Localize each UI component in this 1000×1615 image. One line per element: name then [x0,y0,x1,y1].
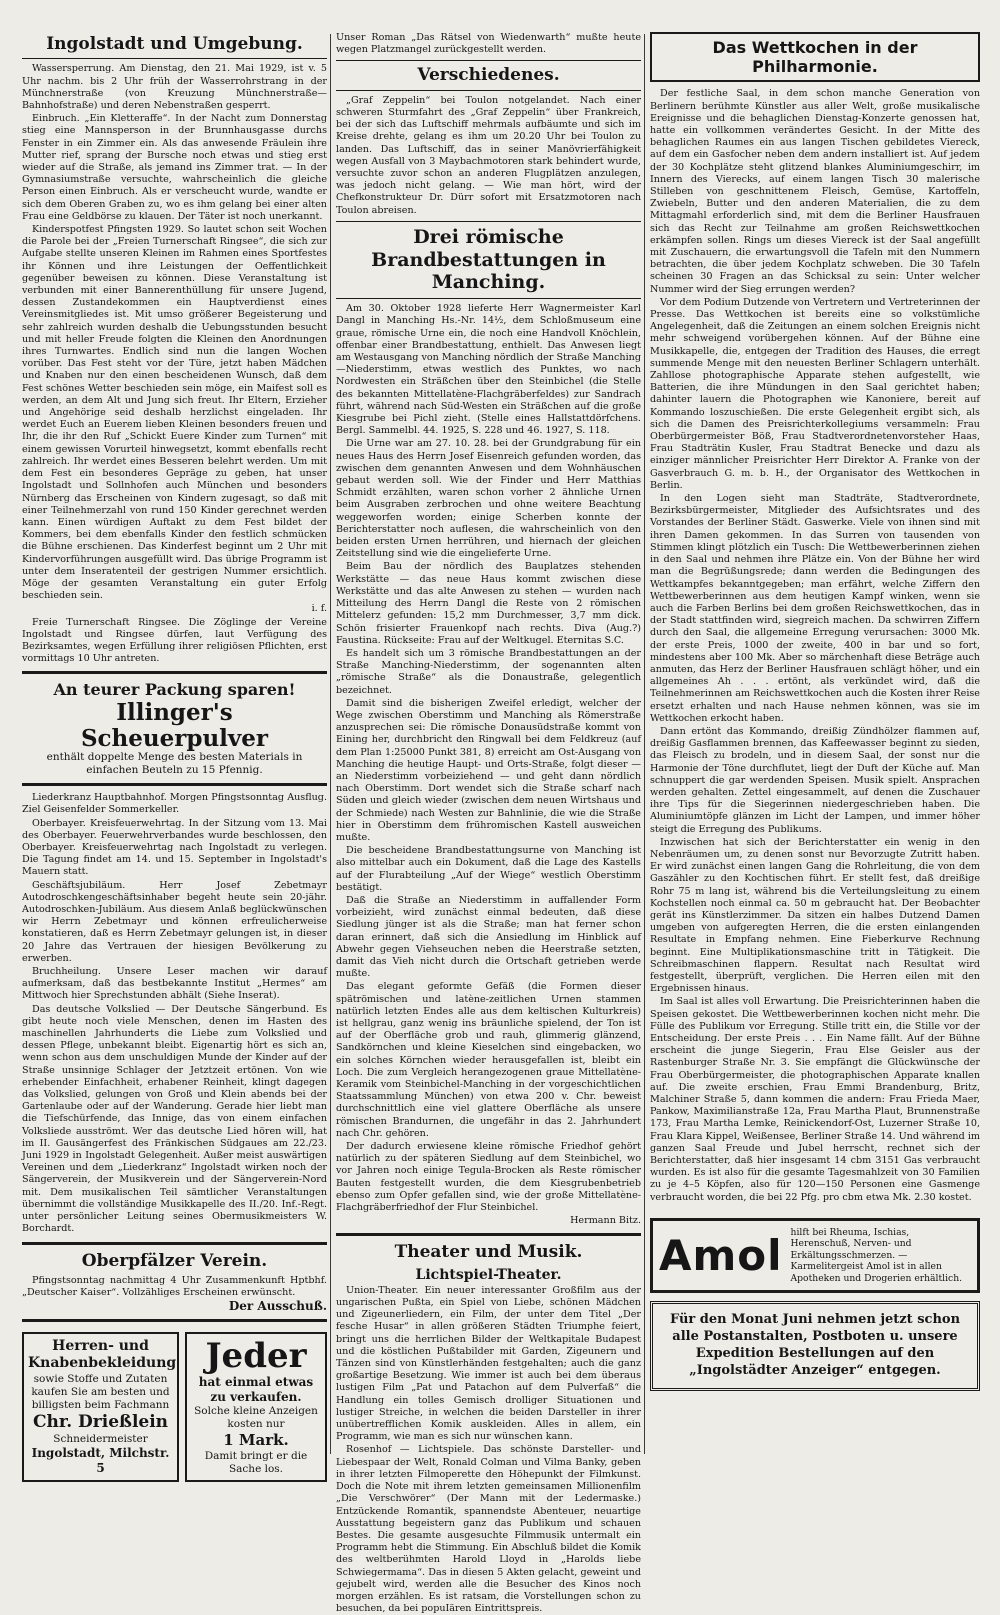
advertisement-driesslein [22,1332,179,1483]
advertisement-jeder [185,1332,327,1483]
article-paragraph: Dann ertönt das Kommando, dreißig Zündhölzer flammen auf, dreißig Gasflammen brennen, das Kaffeewasser beginnt zu sieden, das Fleisch zu brodeln, und in diesem Saal, der sonst nur die Harmonie der Töne durchflutet, liegt der Duft der Küche auf. Man schnuppert die gar werdenden Speisen. Musik spielt. Ansprachen werden gehalten. Zettel eingesammelt, auf denen die Zuschauer ihre Tips für die Siegerinnen niedergeschrieben haben. Die Aluminiumtöpfe glänzen im Licht der Lampen, und immer höher steigt die Erregung des Publikums. [650,725,980,835]
divider [336,60,641,61]
article-paragraph: Beim Bau der nördlich des Bauplatzes stehenden Werkstätte — das neue Haus kommt zwischen diese Werkstätte und das alte Anwesen zu stehen — wurden nach Mitteilung des Herrn Dangl die Reste von 2 römischen Mittelerz gefunden: 15,2 mm Durchmesser, 3,7 mm dick. Schön frisierter Frauenkopf nach rechts. Diva (Aug.?) Faustina. Rückseite: Frau auf der Weltkugel. Eternitas S.C. [336,561,641,646]
ad-title: Oberpfälzer Verein. [81,1250,268,1271]
ad-subtitle: Schneidermeister [53,1433,148,1446]
column-2 [336,32,641,1615]
article-headline: Drei römische Brandbestattungen in Manching. [371,225,606,294]
section-heading-verschiedenes: Verschiedenes. [417,65,560,86]
ad-address: Ingolstadt, Milchstr. 5 [31,1446,170,1476]
article-paragraph: Die bescheidene Brandbestattungsurne von Manching ist also mittelbar auch ein Dokument, daß die Lage des Kastells auf der Flurabteilung „Auf der Wiege“ westlich Oberstimm bestätigt. [336,845,641,893]
ad-headline: An teurer Packung sparen! [53,680,296,700]
subscription-notice: Für den Monat Juni nehmen jetzt schon alle Postanstalten, Postboten u. unsere Expedition Bestellungen auf den „Ingolstädter Anzeiger“ entgegen. [650,1301,980,1391]
article-paragraph: Kinderspotfest Pfingsten 1929. So lautet schon seit Wochen die Parole bei der „Freien Turnerschaft Ringsee“, die sich zur Aufgabe stellte unseren Kleinen im Rahmen eines Sportfestes ihr Können und ihre Leistungen der Oeffentlichkeit gegenüber beweisen zu können. Diese Veranstaltung ist verbunden mit einer Bannerenthüllung für unsere Jugend, dessen Zustandekommen ein Hauptverdienst eines Vereinsmitgliedes ist. Mit umso größerer Begeisterung und sehr zahlreich wurden deshalb die Uebungsstunden besucht und mit heller Freude folgten die Kleinen den Anordnungen ihres Turnwartes. Endlich sind nun die langen Wochen vorüber. Das Fest steht vor der Türe, jetzt haben Mädchen und Knaben nur den einen bescheidenen Wunsch, daß dem Fest schönes Wetter beschieden sein möge, ein Maifest soll es werden, an dem Alt und Jung sich freut. Ihr Eltern, Erzieher und Angehörige seid deshalb herzlichst eingeladen. Ihr werdet Euch an Euerem lieben Kleinen besonders freuen und Ihr, die ihr den Ruf „Schickt Euere Kinder zum Turnen“ mit einem gewissen Vorurteil hinwegsetzt, kommt ebenfalls recht zahlreich. Ihr werdet eines Besseren belehrt werden. Um mit dem Fest ein besonderes Gepräge zu geben, hat unser Ingolstadt und Sollnhofen auch München und besonders Nürnberg das Erscheinen von Kindern zugesagt, so daß mit einer Teilnehmerzahl von rund 150 Kinder gerechnet werden kann. Einen würdigen Auftakt zu dem Fest bildet der Kommers, bei dem ebenfalls Kinder den festlich schmücken die Bühne erschienen. Das Kinderfest beginnt um 2 Uhr mit Kindervorführungen ausgefüllt wird. Das übrige Programm ist unter dem Inseratenteil der gestrigen Nummer ersichtlich. Möge der gesamten Veranstaltung ein guter Erfolg beschieden sein. [22,224,327,602]
article-paragraph: Das deutsche Volkslied — Der Deutsche Sängerbund. Es gibt heute noch viele Menschen, denen im Hasten des maschinellen Jahrhunderts die Liebe zum Volkslied und dessen Pflege, unbekannt bleibt. Eigenartig hört es sich an, wenn schon aus dem unschuldigen Munde der Kinder auf der Straße unsinnige Schlager der Jetztzeit ertönen. Von wie erhebender Einfachheit, erhabener Reinheit, klingt dagegen das Volkslied, gelungen von Groß und Klein abends bei der Gartenlaube oder auf der Wanderung. Gerade hier liebt man die Tiefschürfende, das Innige, das von einem einfachen Volksliede ausströmt. Wer das deutsche Lied hören will, hat im II. Gausängerfest des Fränkischen Südgaues am 22./23. Juni 1929 in Ingolstadt Gelegenheit. Außer meist auswärtigen Vereinen und dem „Liederkranz“ Ingolstadt wirken noch der Sängerverein, der Musikverein und der Sängerverein-Nord mit. Dem musikalischen Teil sämtlicher Veranstaltungen übernimmt die vollständige Musikkapelle des II./20. Inf.-Regt. unter persönlicher Leitung seines Obermusikmeisters W. Borchardt. [22,1003,327,1235]
article-paragraph: Damit sind die bisherigen Zweifel erledigt, welcher der Wege zwischen Oberstimm und Manching als Römerstraße anzusprechen sei: Die römische Donausüdstraße kommt von Eining her, durchbricht den Ringwall bei dem Feldkreuz (auf dem Plan 1:25000 Punkt 381, 8) erreicht am Ost-Ausgang von Manching die heutige Haupt- und Orts-Straße, folgt dieser — an Niederstimm vorbeiziehend — und geht dann nördlich nach Oberstimm. Dort wendet sich die Straße scharf nach Süden und gleich wieder (zwischen dem neuen Wirtshaus und der Schmiede) nach Westen zur Bahnlinie, die wie die Straße hier in Oberstimm dem frühromischen Kastell ausweichen mußte. [336,697,641,843]
ad-text: hilft bei Rheuma, Ischias, Herenschuß, Nerven- und Erkältungsschmerzen. — Karmelitergeist Amol ist in allen Apotheken und Drogerien erhältlich. [790,1226,963,1284]
article-paragraph: Die Urne war am 27. 10. 28. bei der Grundgrabung für ein neues Haus des Herrn Josef Eisenreich gefunden worden, das zwischen dem genannten Anwesen und dem Wohnhäuschen gebaut werden soll. Wie der Finder und Herr Matthias Schmidt erzählten, waren schon vorher 2 ähnliche Urnen beim Ausgraben zerbrochen und ohne weitere Beachtung weggeworfen worden; einige Scherben konnte der Berichterstatter noch auflesen, die wahrscheinlich von den beiden ersten Urnen herrühren, und hiernach der gleichen Zeitstellung sind wie die eingelieferte Urne. [336,438,641,560]
column-rule [644,34,645,1454]
ad-row [22,1328,327,1487]
ad-brand-name: Amol [659,1231,783,1281]
article-paragraph: Im Saal ist alles voll Erwartung. Die Preisrichterinnen haben die Speisen gekostet. Die Wettbewerberinnen kochen nicht mehr. Die Fülle des Publikum vor Erregung. Stille tritt ein, die Stille vor der Entscheidung. Der erste Preis . . . Ein Name fällt. Auf der Bühne erscheint die junge Siegerin, Frau Else Geisler aus der Rastenburger Straße Nr. 3. Sie empfängt die Glückwünsche der Frau Oberbürgermeister, die photographischen Apparate knallen auf. Die zweite erschien, Frau Emmi Brandenburg, Britz, Malchiner Straße 5, dann kommen die andern: Frau Frieda Maer, Pankow, Maximilianstraße 12a, Frau Martha Plaut, Brunnenstraße 173, Frau Martha Lemke, Reinickendorf-Ost, Luzerner Straße 10, Frau Klara Kippel, Weißensee, Berliner Straße 14. Und während im ganzen Saal Freude und Jubel herrscht, rechnet sich der Berichterstatter, daß hier insgesamt 14 cbm 3151 Gas verbraucht wurden. Es ist also für die gesamte Tagesmahlzeit von 30 Familien zu je 4–5 Köpfen, also für 120—150 Personen eine Gasmenge verbraucht worden, die bei 22 Pfg. pro cbm etwa Mk. 2.30 kostet. [650,996,980,1203]
column-rule [330,34,331,1454]
ad-product-name: Illinger's Scheuerpulver [80,699,269,752]
divider [22,671,327,674]
divider [336,221,641,222]
divider [336,90,641,91]
column-1 [22,32,327,1476]
ad-text: sowie Stoffe und Zutaten kaufen Sie am besten und billigsten beim Fachmann [31,1372,170,1411]
ad-text: hat einmal etwas zu verkaufen. [198,1374,314,1404]
article-paragraph: Wassersperrung. Am Dienstag, den 21. Mai 1929, ist v. 5 Uhr nachm. bis 2 Uhr früh der Wasserrohrstrang in der Münchnerstraße (von Kreuzung Münchnerstraße—Bahnhofstraße) und deren Nebenstraßen gesperrt. [22,63,327,111]
divider [336,298,641,299]
article-paragraph: Inzwischen hat sich der Berichterstatter ein wenig in den Nebenräumen um, zu denen sonst nur Bevorzugte Zutritt haben. Er wird zunächst einen langen Gang die Rohrleitung, die von dem Gaszähler zu den Kochtischen führt. Er stellt fest, daß dreißige Rohr 75 m lang ist, während bis die Verteilungsleitung zu einem Kochstellen noch einmal ca. 50 m gebraucht hat. Der Beobachter gerät ins Künstlerzimmer. Da sitzen ein halbes Dutzend Damen umgeben von aufgeregten Herren, die die ersten einlangenden Resultate in Empfang nehmen. Eine Fieberkurve Rechnung beginnt. Eine Multiplikationsmaschine tritt in Tätigkeit. Die Schreibmaschinen flappern. Resultat nach Resultat wird festgestellt, überprüft, verglichen. Die Herren eilen mit den Ergebnissen hinaus. [650,836,980,995]
advertisement-oberpfaelzer [22,1251,327,1313]
section-heading-theater: Theater und Musik. [394,1242,583,1263]
article-paragraph: Der festliche Saal, in dem schon manche Generation von Berlinern berühmte Künstler aus aller Welt, große musikalische Ereignisse und die behaglichen Dienstag-Konzerte genossen hat, hatte ein vollkommen verändertes Gesicht. In der Mitte des behaglichen Raumes ein aus langen Tischen gebildetes Viereck, auf dem ein Gasfocher neben dem andern installiert ist. Auf jedem der 30 Kochplätze steht glitzend blankes Aluminiumgeschirr, im Innern des Vierecks, auf einem langen Tisch 30 malerische Stilleben von geschnittenem Fleisch, Gemüse, Kartoffeln, Zwiebeln, Butter und den anderen Materialien, die zu dem Mittagmahl erforderlich sind, mit dem die Berliner Hausfrauen sich das Recht zur Teilnahme am großen Reichswettkochen erkämpfen sollen. Rings um dieses Viereck ist der Saal angefüllt mit Zuschauern, die erwartungsvoll die Tafeln mit den Nummern betrachten, die über jedem Kochplatz schweben. Die 30 Tafeln scheinen 30 Fragen an das Schicksal zu sein: Unter welcher Nummer wird der Sieg errungen werden? [650,88,980,295]
article-paragraph: Daß die Straße an Niederstimm in auffallender Form vorbeizieht, wird zunächst einmal bedeuten, daß diese Siedlung jünger ist als die Straße; man hat ferner schon daran erinnert, daß sich die Ansiedlung im Hinblick auf Abwehr gegen Viehseuchen neben die Heerstraße setzten, damit das Vieh nicht durch die Ortschaft getrieben werde mußte. [336,894,641,980]
article-paragraph: Es handelt sich um 3 römische Brandbestattungen an der Straße Manching-Niederstimm, der sogenannten alten „römische Straße“ als die Donaustraße, gelegentlich bezeichnet. [336,647,641,696]
article-paragraph: Der dadurch erwiesene kleine römische Friedhof gehört natürlich zu der späteren Siedlung auf dem Steinbichel, wo vor Jahren noch einige Tegula-Brocken als Reste römischer Bauten festgestellt wurden, die dem Kiesgrubenbetrieb ebenso zum Opfer gefallen sind, wie der große Mittellatène-Flachgräberfriedhof der Flur Steinbichel. [336,1141,641,1214]
article-paragraph: Geschäftsjubiläum. Herr Josef Zebetmayr Autodroschkengeschäftsinhaber begeht heute sein 20-jähr. Autodroschken-Jubiläum. Aus diesem Anlaß beglückwünschen wir Herrn Zebetmayr und können erfreulicherweise konstatieren, daß es Herrn Zebetmayr gelungen ist, in dieser 20 Jahre das Vertrauen der hiesigen Bevölkerung zu erwerben. [22,879,327,964]
ad-text: Damit bringt er die Sache los. [204,1449,308,1476]
divider [22,1319,327,1322]
ad-text: Pfingstsonntag nachmittag 4 Uhr Zusammenkunft Hptbhf. „Deutscher Kaiser“. Vollzähliges Erscheinen erwünscht. [22,1274,327,1299]
article-paragraph: Liederkranz Hauptbahnhof. Morgen Pfingstsonntag Ausflug. Ziel Geisenfelder Sommerkeller. [22,792,327,816]
column-3 [650,32,980,1462]
divider [336,1233,641,1236]
article-paragraph: Rosenhof — Lichtspiele. Das schönste Darsteller- und Liebespaar der Welt, Ronald Colman und Vilma Banky, geben in ihrer letzten Filmoperette den Höhepunkt der Filmkunst. Doch die Note mit ihrem letzten gemeinsamen Millionenfilm „Die Verschwörer“ (Der Mann mit der Ledermaske.) Entzückende Romantik, spannendste Abenteuer, neuartige Ausstattung begeistern ganz das Publikum und schauen Bestes. Die gesamte ausgesuchte Filmmusik untermalt ein Programm hebt die Stimmung. Ein Abschluß bildet die Komik des weltberühmten Harold Lloyd in „Harolds liebe Schwiegermama“. Das in diesen 5 Akten gelacht, geweint und gejubelt wird, werden alle die Besucher des Kinos noch morgen erzählen. Es ist ratsam, die Vorstellungen schon zu besuchen, da bei popuIären Eintrittspreis. [336,1444,641,1615]
ad-price: 1 Mark. [223,1431,289,1450]
article-paragraph: Freie Turnerschaft Ringsee. Die Zöglinge der Vereine Ingolstadt und Ringsee dürfen, laut Verfügung des Bezirksamtes, wegen Erfüllung ihrer religiösen Pflichten, erst vormittags 10 Uhr antreten. [22,616,327,665]
divider [22,1242,327,1245]
advertisement-illinger [22,680,327,777]
divider [22,783,327,786]
article-paragraph: Union-Theater. Ein neuer interessanter Großfilm aus der ungarischen Pußta, ein Spiel von Liebe, schönen Mädchen und Zigeunerliedern, ein Film, der unter dem Titel „Der fesche Husar“ in allen größeren Städten Triumphe feiert, bringt uns die herrlichen Bilder der Weltkapitale Budapest und die köstlichen Pußtabilder mit Garden, Zigeunern und Tänzen sind von Künstlerhänden festgehalten; auch die ganz großartige Besetzung. Wie immer ist auch bei dem überaus lustigen Film „Pat und Patachon auf dem Pulverfaß“ die Handlung ein tolles Gemisch drolliger Situationen und lustiger Streiche, in welchen die beiden Darsteller in ihrer unübertrefflichen Komik auskleiden. Alles in allem, ein Programm, wie man es sich nur wünschen kann. [336,1284,641,1443]
article-paragraph: In den Logen sieht man Stadträte, Stadtverordnete, Bezirksbürgermeister, Mitglieder des Aufsichtsrates und des Vorstandes der Berliner Städt. Gaswerke. Viele von ihnen sind mit ihren Damen gekommen. In das Surren von tausenden von Stimmen klingt plötzlich ein Tusch: Die Wettbewerberinnen ziehen in den Saal und nehmen ihre Plätze ein. Von der Bühne her wird man die Begrüßungsrede; dann werden die Bedingungen des Wettkampfes bekanntgegeben; man erfährt, welche Ziffern den Wettbewerberinnen aus dem heutigen Kampf winken, wenn sie auch die Farben Berlins bei dem großen Reichswettkochen, das in der Stadt stattfinden wird, siegreich machen. Da schwirren Ziffern durch den Saal, die allgemeine Erregung verursachen: 3000 Mk. der erste Preis, 1000 der zweite, 400 in bar und so fort, mindestens aber 100 Mk. Aber so märchenhaft diese Beträge auch anmuten, das Herz der Berliner Hausfrauen schlägt höher, und ein allgemeines Ah . . . ertönt, als verkündet wird, daß die Teilnehmerinnen am Reichswettkochen auch die Kosten ihrer Reise ersetzt erhalten und nach Hause nehmen können, was sie im Wettkochen erkocht haben. [650,493,980,724]
ad-title: Jeder [205,1335,307,1376]
ad-signature: Der Ausschuß. [228,1299,327,1314]
section-heading-ingolstadt: Ingolstadt und Umgebung. [46,34,303,54]
article-paragraph: „Graf Zeppelin“ bei Toulon notgelandet. Nach einer schweren Sturmfahrt des „Graf Zeppelin“ über Frankreich, bei der sich das Luftschiff mehrmals aufbäumte und sich im Kreise drehte, gelang es ihm um 20.20 Uhr bei Toulon zu landen. Das Luftschiff, das in seiner Manövrierfähigkeit wegen Ausfall von 3 Maybachmotoren stark behindert wurde, versuchte zuvor schon an anderen Flugplätzen anzulegen, was jedoch nicht gelang. — Wie man hört, wird der Chefkonstrukteur Dr. Dürr sofort mit Ersatzmotoren nach Toulon abreisen. [336,94,641,216]
article-paragraph: Bruchheilung. Unsere Leser machen wir darauf aufmerksam, daß das bestbekannte Institut „Hermes“ am Mittwoch hier Sprechstunden abhält (Siehe Inserat). [22,966,327,1002]
subsection-heading: Lichtspiel-Theater. [415,1266,562,1283]
editorial-note: Unser Roman „Das Rätsel von Wiedenwarth“ mußte heute wegen Platzmangel zurückgestellt werden. [336,32,641,56]
article-signature: i. f. [311,603,327,615]
ad-name: Chr. Drießlein [32,1411,169,1432]
article-paragraph: Einbruch. „Ein Kletteraffe“. In der Nacht zum Donnerstag stieg eine Mannsperson in der Brunnhausgasse durchs Fenster in ein Zimmer ein. Als das anwesende Fräulein ihre Mutter rief, sprang der Bursche noch etwas und stieg erst wieder auf die Straße, als jemand ins Zimmer trat. — In der Gymnasiumstraße versuchte, wahrscheinlich die gleiche Person einen Einbruch. Als er verscheucht wurde, wandte er sich dem Oberen Graben zu, wo es ihm gelang bei einer alten Frau eine Geldbörse zu klauen. Der Täter ist noch unerkannt. [22,113,327,222]
article-paragraph: Am 30. Oktober 1928 lieferte Herr Wagnermeister Karl Dangl in Manching Hs.-Nr. 14½, dem Schloßmuseum eine graue, römische Urne ein, die noch eine Handvoll Knöchlein, offenbar einer Brandbestattung, enthielt. Das Anwesen liegt am Westausgang von Manching nördlich der Straße Manching—Niederstimm, etwas westlich des Punktes, wo nach Nordwesten ein Sträßchen über den Steinbichel (die Stelle des bekannten Mittellatène-Flachgräberfeldes) zur Sandrach führt, während nach Süd-Westen ein Sträßchen auf die große Kiesgrube bei Pichl zieht. (Stelle eines Hallstattdörfchens. Bergl. Sammelbl. 44. 1925, S. 228 und 46. 1927, S. 118. [336,303,641,437]
article-paragraph: Oberbayer. Kreisfeuerwehrtag. In der Sitzung vom 13. Mai des Oberbayer. Feuerwehrverbandes wurde beschlossen, den Oberbayer. Kreisfeuerwehrtag nach Ingolstadt zu verlegen. Die Tagung findet am 14. und 15. September in Ingolstadt's Mauern statt. [22,817,327,878]
divider [22,58,327,59]
ad-text: Solche kleine Anzeigen kosten nur [194,1404,318,1431]
article-headline: Das Wettkochen in der Philharmonie. [712,38,918,77]
ad-description: enthält doppelte Menge des besten Materials in einfachen Beuteln zu 15 Pfennig. [46,750,303,777]
article-signature: Hermann Bitz. [570,1215,641,1227]
article-headline-box [650,32,980,82]
ad-title: Herren- und Knabenbekleidung [28,1337,177,1371]
article-paragraph: Das elegant geformte Gefäß (die Formen dieser spätrömischen und latène-zeitlichen Urnen stammen natürlich letzten Endes alle aus dem keltischen Kulturkreis) ist hellgrau, ganz wenig ins bräunliche spielend, der Ton ist auf der Oberfläche grob und rauh, glimmerig glänzend, Sandkörnchen und kleine Kieselchen sind eingebacken, wo ein solches Körnchen wieder herausgefallen ist, bleibt ein Loch. Die zum Vergleich herangezogenen graue Mittellatène-Keramik vom Steinbichel-Manching in der vorgeschichtlichen Staatssammlung München) von etwa 200 v. Chr. beweist durchschnittlich eine viel glattere Oberfläche als unsere römischen Brandurnen, die ungefähr in das 2. Jahrhundert nach Chr. gehören. [336,981,641,1139]
article-paragraph: Vor dem Podium Dutzende von Vertretern und Vertreterinnen der Presse. Das Wettkochen ist bereits eine so volkstümliche Angelegenheit, daß die Zeitungen an einem solchen Ereignis nicht mehr schweigend vorübergehen können. Auf der Bühne eine Musikkapelle, die, entgegen der Tradition des Hauses, die erregt summende Menge mit den neuesten Berliner Schlagern unterhält. Zahllose photographische Apparate stehen aufgestellt, wie Batterien, die ihre Mündungen in den Saal gerichtet haben; dahinter lauern die Photographen wie Kanoniere, bereit auf Kommando loszuschießen. Die erste Gelegenheit ergibt sich, als sich die Damen des Preisrichterkollegiums versammeln: Frau Oberbürgermeister Böß, Frau Stadtverordnetenvorsteher Haas, Frau Stadträtin Kusler, Frau Stadtrat Benecke und dazu als einziger männlicher Preisrichter Herr Direktor A. Franke von der Gasverbrauch G. m. b. H., der Organisator des Wettkochen in Berlin. [650,296,980,491]
advertisement-amol [650,1218,980,1294]
